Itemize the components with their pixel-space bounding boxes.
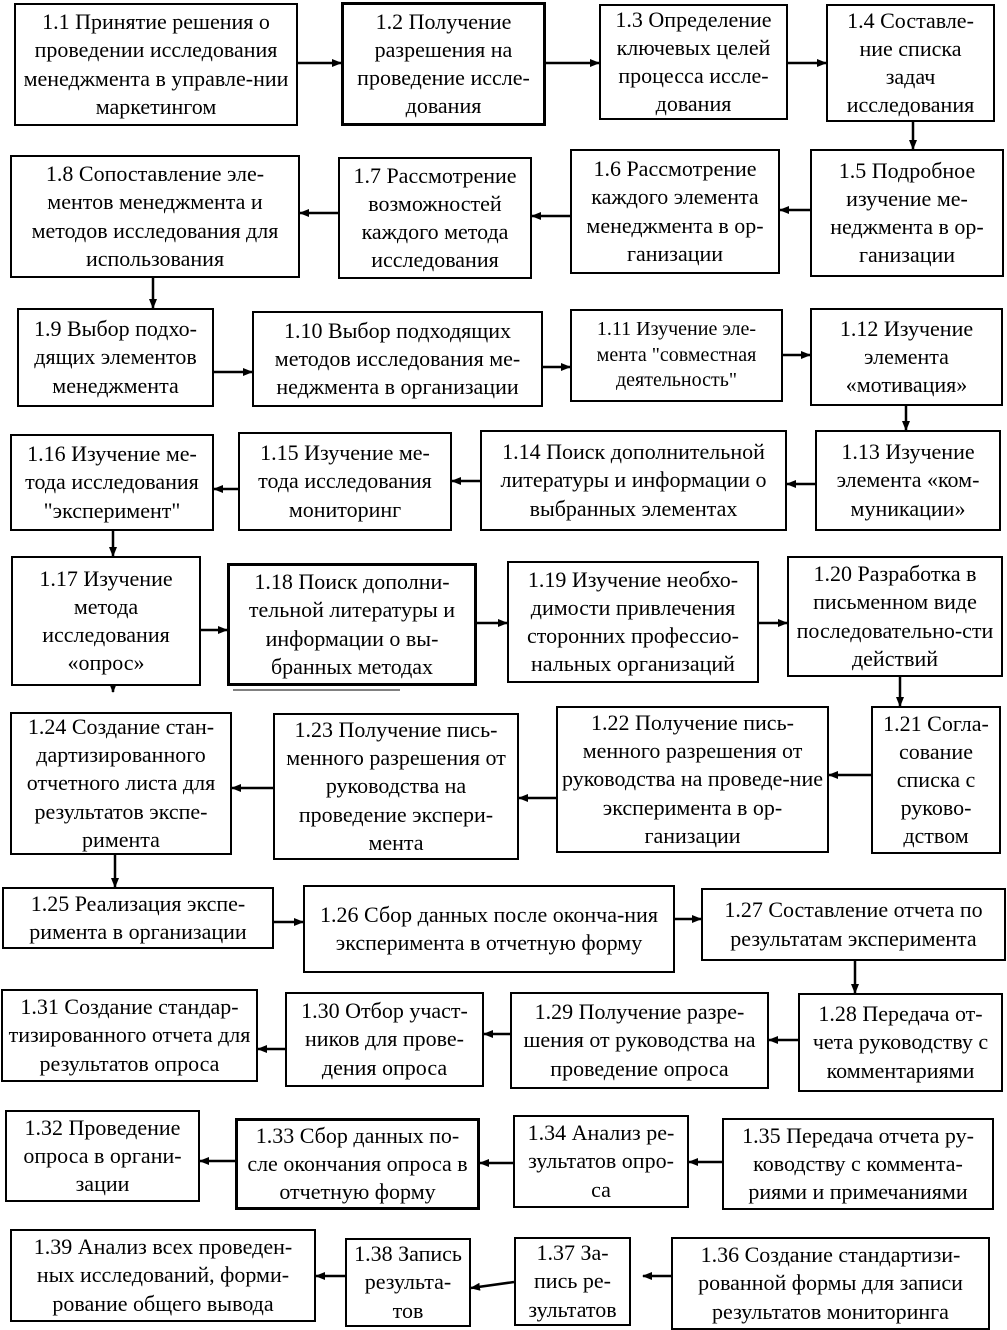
step-1-1-text: 1.1 Принятие решения о проведении исследования менеджмента в управле-нии маркетингом [23, 9, 289, 119]
step-1-18 [227, 563, 477, 686]
step-1-2-text: 1.2 Получение разрешения на проведение иссле-дования [357, 8, 530, 119]
step-1-6-text: 1.6 Рассмотрение каждого элемента менеджмента в ор-ганизации [586, 156, 764, 266]
step-1-28 [798, 993, 1003, 1092]
step-1-36 [671, 1237, 990, 1330]
step-1-15-text: 1.15 Изучение ме-тода исследования мониторинг [258, 440, 432, 522]
step-1-33 [235, 1118, 480, 1210]
step-1-5 [810, 149, 1004, 277]
step-1-38-text: 1.38 Запись результа-тов [354, 1241, 462, 1323]
step-1-12-text: 1.12 Изучение элемента «мотивация» [839, 315, 974, 398]
step-1-14-text: 1.14 Поиск дополнительной литературы и информации о выбранных элементах [500, 439, 767, 521]
step-1-27-text: 1.27 Составление отчета по результатам эксперимента [724, 897, 983, 951]
step-1-14 [480, 430, 787, 531]
step-1-2 [341, 2, 546, 126]
step-1-11 [570, 309, 783, 402]
step-1-17-text: 1.17 Изучение метода исследования «опрос» [39, 565, 173, 676]
step-1-23-text: 1.23 Получение пись-менного разрешения от руководства на проведение экспери-мента [286, 717, 506, 855]
step-1-37-text: 1.37 За-пись ре-зультатов [528, 1240, 617, 1322]
step-1-30 [285, 992, 484, 1087]
step-1-19-text: 1.19 Изучение необхо-димости привлечения сторонних профессио-нальных организаций [527, 566, 739, 677]
arrow-1-37-to-1-38 [471, 1282, 514, 1288]
step-1-7 [338, 157, 532, 279]
step-1-37 [514, 1237, 631, 1326]
step-1-8-text: 1.8 Сопоставление эле-ментов менеджмента и методов исследования для использования [31, 161, 279, 271]
step-1-30-text: 1.30 Отбор участ-ников для прове-дения опроса [301, 998, 468, 1080]
step-1-34 [513, 1115, 689, 1208]
step-1-8 [10, 155, 300, 278]
step-1-10 [252, 311, 543, 407]
step-1-33-text: 1.33 Сбор данных по-сле окончания опроса в отчетную форму [247, 1122, 468, 1205]
step-1-3 [599, 4, 788, 120]
step-1-7-text: 1.7 Рассмотрение возможностей каждого метода исследования [353, 162, 517, 273]
step-1-22-text: 1.22 Получение пись-менного разрешения от руководства на проведе-ние эксперимента в ор-ганизации [562, 710, 823, 848]
step-1-26-text: 1.26 Сбор данных после оконча-ния эксперимента в отчетную форму [320, 901, 658, 955]
step-1-9-text: 1.9 Выбор подхо-дящих элементов менеджмента [34, 316, 197, 398]
step-1-36-text: 1.36 Создание стандартизи-рованной формы для записи результатов мониторинга [698, 1242, 963, 1324]
step-1-1 [14, 3, 298, 126]
step-1-15 [238, 432, 452, 531]
step-1-28-text: 1.28 Передача от-чета руководству с комментариями [812, 1001, 989, 1083]
step-1-25 [2, 887, 274, 949]
step-1-13 [815, 430, 1001, 531]
step-1-10-text: 1.10 Выбор подходящих методов исследования ме-неджмента в организации [274, 317, 521, 400]
step-1-25-text: 1.25 Реализация экспе-римента в организации [29, 890, 247, 944]
step-1-27 [701, 888, 1006, 961]
step-1-3-text: 1.3 Определение ключевых целей процесса иссле-дования [615, 6, 772, 117]
step-1-34-text: 1.34 Анализ ре-зультатов опро-са [527, 1120, 675, 1202]
step-1-12 [810, 308, 1003, 406]
step-1-31-text: 1.31 Создание стандар-тизированного отчета для результатов опроса [8, 994, 251, 1076]
step-1-6 [570, 149, 780, 274]
step-1-38 [345, 1238, 471, 1327]
step-1-9 [17, 308, 214, 407]
step-1-31 [1, 989, 258, 1082]
step-1-20-text: 1.20 Разработка в письменном виде последовательно-сти действий [796, 561, 994, 671]
step-1-32 [5, 1110, 200, 1202]
step-1-4 [826, 4, 995, 122]
step-1-39 [10, 1229, 316, 1322]
step-1-35 [722, 1118, 994, 1210]
step-1-13-text: 1.13 Изучение элемента «ком-муникации» [836, 439, 980, 521]
step-1-19 [507, 561, 759, 683]
step-1-21 [871, 706, 1001, 854]
step-1-22 [556, 706, 829, 853]
step-1-29-text: 1.29 Получение разре-шения от руководства на проведение опроса [523, 999, 756, 1081]
step-1-21-text: 1.21 Согла-сование списка с руково-дством [883, 710, 989, 849]
step-1-24-text: 1.24 Создание стан-дартизированного отчетного листа для результатов экспе-римента [26, 714, 216, 852]
step-1-17 [11, 556, 201, 686]
step-1-29 [510, 992, 769, 1089]
step-1-20 [787, 556, 1003, 677]
step-1-5-text: 1.5 Подробное изучение ме-неджмента в ор-ганизации [830, 157, 984, 268]
step-1-16-text: 1.16 Изучение ме-тода исследования "эксперимент" [25, 441, 199, 523]
step-1-26 [303, 885, 675, 973]
step-1-23 [273, 713, 519, 860]
step-1-39-text: 1.39 Анализ всех проведен-ных исследований, форми-рование общего вывода [33, 1234, 293, 1316]
step-1-4-text: 1.4 Составле-ние списка задач исследования [846, 7, 975, 118]
step-1-35-text: 1.35 Передача отчета ру-ководству с коммента-риями и примечаниями [742, 1122, 974, 1205]
step-1-32-text: 1.32 Проведение опроса в органи-зации [23, 1114, 182, 1197]
step-1-18-text: 1.18 Поиск дополни-тельной литературы и информации о вы-бранных методах [248, 569, 456, 679]
step-1-16 [10, 434, 214, 531]
step-1-11-text: 1.11 Изучение эле-мента "совместная деятельность" [596, 318, 757, 392]
step-1-24 [10, 712, 232, 855]
